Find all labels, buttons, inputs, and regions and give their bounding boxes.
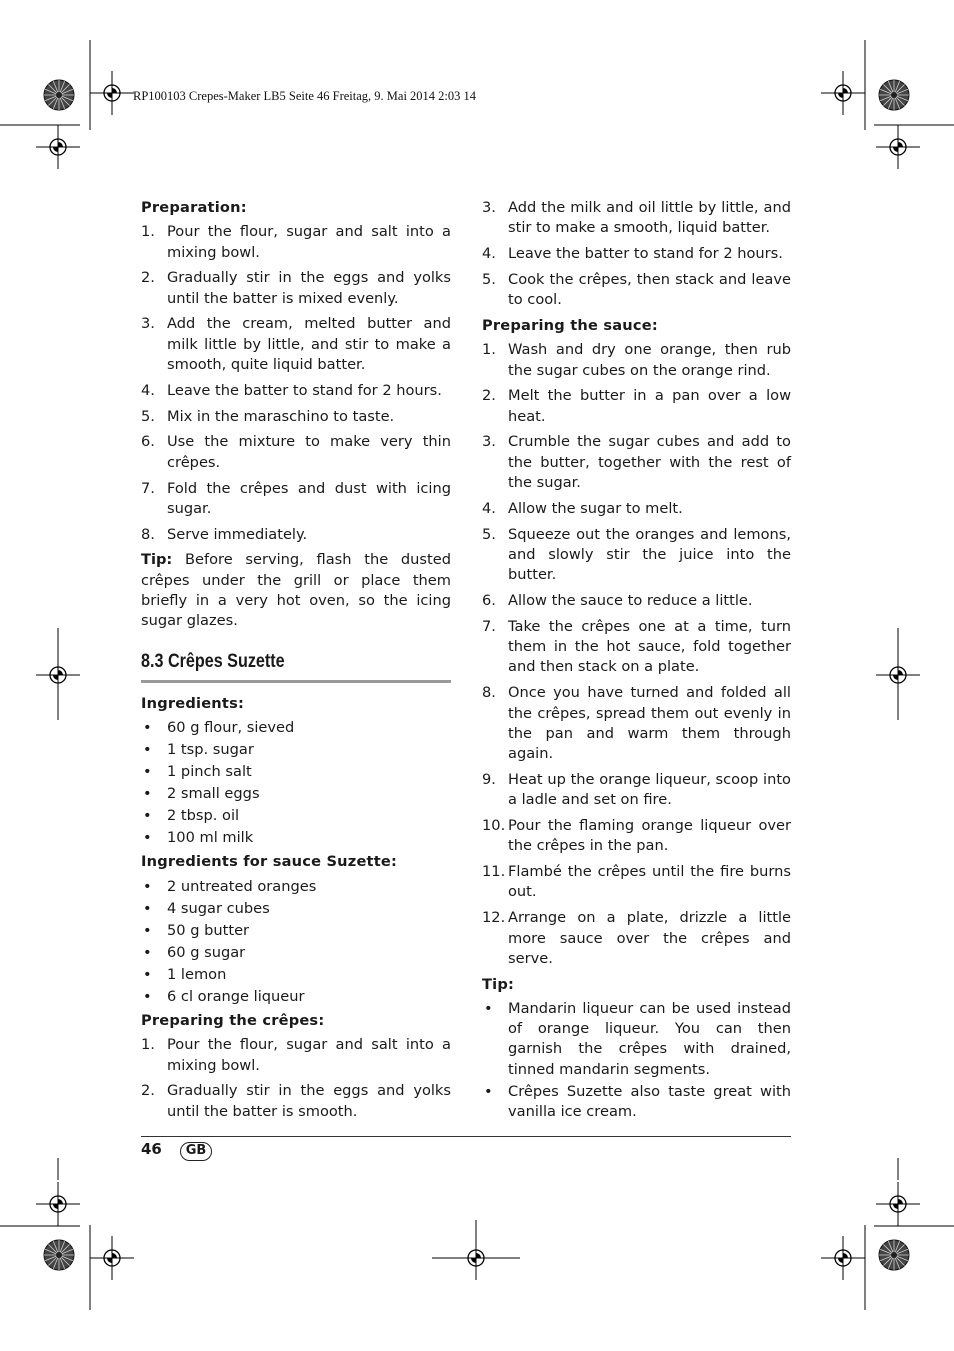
list-item: • 1 lemon — [143, 965, 227, 983]
list-item: 7. Fold the crêpes and dust with icing sugar. — [141, 479, 451, 517]
list-item: 1. Wash and dry one orange, then rub the sugar cubes on the orange rind. — [482, 341, 791, 379]
list-item: 10. Pour the flaming orange liqueur over the crêpes in the pan. — [482, 817, 791, 855]
list-item: • 1 tsp. sugar — [143, 741, 254, 759]
list-item: 4. Leave the batter to stand for 2 hours. — [482, 245, 783, 263]
list-item: 6. Allow the sauce to reduce a little. — [482, 592, 753, 610]
list-item: 7. Take the crêpes one at a time, turn them in the hot sauce, fold together and then stack on a plate. — [482, 617, 791, 676]
ingredients-list — [141, 718, 451, 848]
tip-heading: Tip: — [482, 975, 515, 993]
footer-divider — [141, 1136, 791, 1137]
list-item: 3. Add the milk and oil little by little, and stir to make a smooth, liquid batter. — [482, 199, 791, 237]
ingredients-heading: Ingredients: — [141, 694, 244, 712]
preparation-heading: Preparation: — [141, 199, 247, 216]
sauce-ingredients-heading: Ingredients for sauce Suzette: — [141, 853, 398, 871]
list-item: • 60 g flour, sieved — [143, 719, 295, 737]
left-column — [141, 198, 451, 1127]
list-item: 2. Melt the butter in a pan over a low heat. — [482, 387, 791, 425]
list-item: 9. Heat up the orange liqueur, scoop into a ladle and set on fire. — [482, 770, 791, 809]
sauce-steps — [482, 340, 791, 969]
tip-text: Before serving, flash the dusted crêpes under the grill or place them briefly in a very hot oven, so the icing sugar glazes. — [141, 551, 451, 630]
list-item: • 50 g butter — [143, 921, 250, 939]
language-badge: GB — [180, 1142, 212, 1161]
section-divider — [141, 680, 451, 683]
tips-list — [482, 999, 791, 1123]
list-item: 4. Allow the sugar to melt. — [482, 499, 683, 517]
list-item: 8. Serve immediately. — [141, 525, 308, 543]
list-item: • 60 g sugar — [143, 943, 246, 961]
list-item: 5. Squeeze out the oranges and lemons, and slowly stir the juice into the butter. — [482, 525, 791, 584]
print-slug: RP100103 Crepes-Maker LB5 Seite 46 Freitag, 9. Mai 2014 2:03 14 — [133, 89, 477, 103]
right-column — [482, 198, 791, 1127]
list-item: 5. Mix in the maraschino to taste. — [141, 407, 395, 425]
list-item: • 2 untreated oranges — [143, 877, 317, 895]
list-item: • 2 tbsp. oil — [143, 807, 240, 825]
list-item: 3. Add the cream, melted butter and milk little by little, and stir to make a smooth, quite liquid batter. — [141, 315, 451, 374]
list-item: • 1 pinch salt — [143, 763, 252, 781]
crepes-steps-continued — [482, 198, 791, 310]
list-item: • 100 ml milk — [143, 829, 254, 847]
list-item: 12. Arrange on a plate, drizzle a little more sauce over the crêpes and serve. — [482, 909, 791, 967]
page-number: 46 — [141, 1140, 162, 1158]
list-item: 6. Use the mixture to make very thin crêpes. — [141, 433, 451, 471]
section-title: 8.3 Crêpes Suzette — [141, 650, 285, 672]
crepes-steps — [141, 1035, 451, 1122]
tip-paragraph — [141, 550, 451, 631]
list-item: • Crêpes Suzette also taste great with vanilla ice cream. — [484, 1083, 791, 1121]
list-item: 1. Pour the flour, sugar and salt into a mixing bowl. — [141, 1036, 451, 1074]
list-item: 4. Leave the batter to stand for 2 hours. — [141, 381, 442, 399]
list-item: 5. Cook the crêpes, then stack and leave to cool. — [482, 270, 791, 309]
list-item: 3. Crumble the sugar cubes and add to the butter, together with the rest of the sugar. — [482, 433, 791, 492]
list-item: • 6 cl orange liqueur — [143, 987, 305, 1005]
list-item: 2. Gradually stir in the eggs and yolks until the batter is mixed evenly. — [141, 269, 451, 307]
preparation-steps — [141, 222, 451, 545]
sauce-ingredients-list — [141, 877, 451, 1007]
list-item: 2. Gradually stir in the eggs and yolks until the batter is smooth. — [141, 1082, 451, 1120]
list-item: 11. Flambé the crêpes until the fire burns out. — [482, 863, 791, 901]
list-item: 1. Pour the flour, sugar and salt into a mixing bowl. — [141, 223, 451, 261]
list-item: • 2 small eggs — [143, 785, 260, 803]
tip-label: Tip: — [141, 551, 173, 569]
list-item: • Mandarin liqueur can be used instead of orange liqueur. You can then garnish the crêpes with drained, tinned mandarin segments. — [484, 999, 791, 1078]
crepes-heading: Preparing the crêpes: — [141, 1011, 325, 1029]
list-item: 8. Once you have turned and folded all the crêpes, spread them out evenly in the pan and warm them through again. — [482, 684, 791, 763]
list-item: • 4 sugar cubes — [143, 899, 270, 917]
sauce-heading: Preparing the sauce: — [482, 316, 658, 334]
